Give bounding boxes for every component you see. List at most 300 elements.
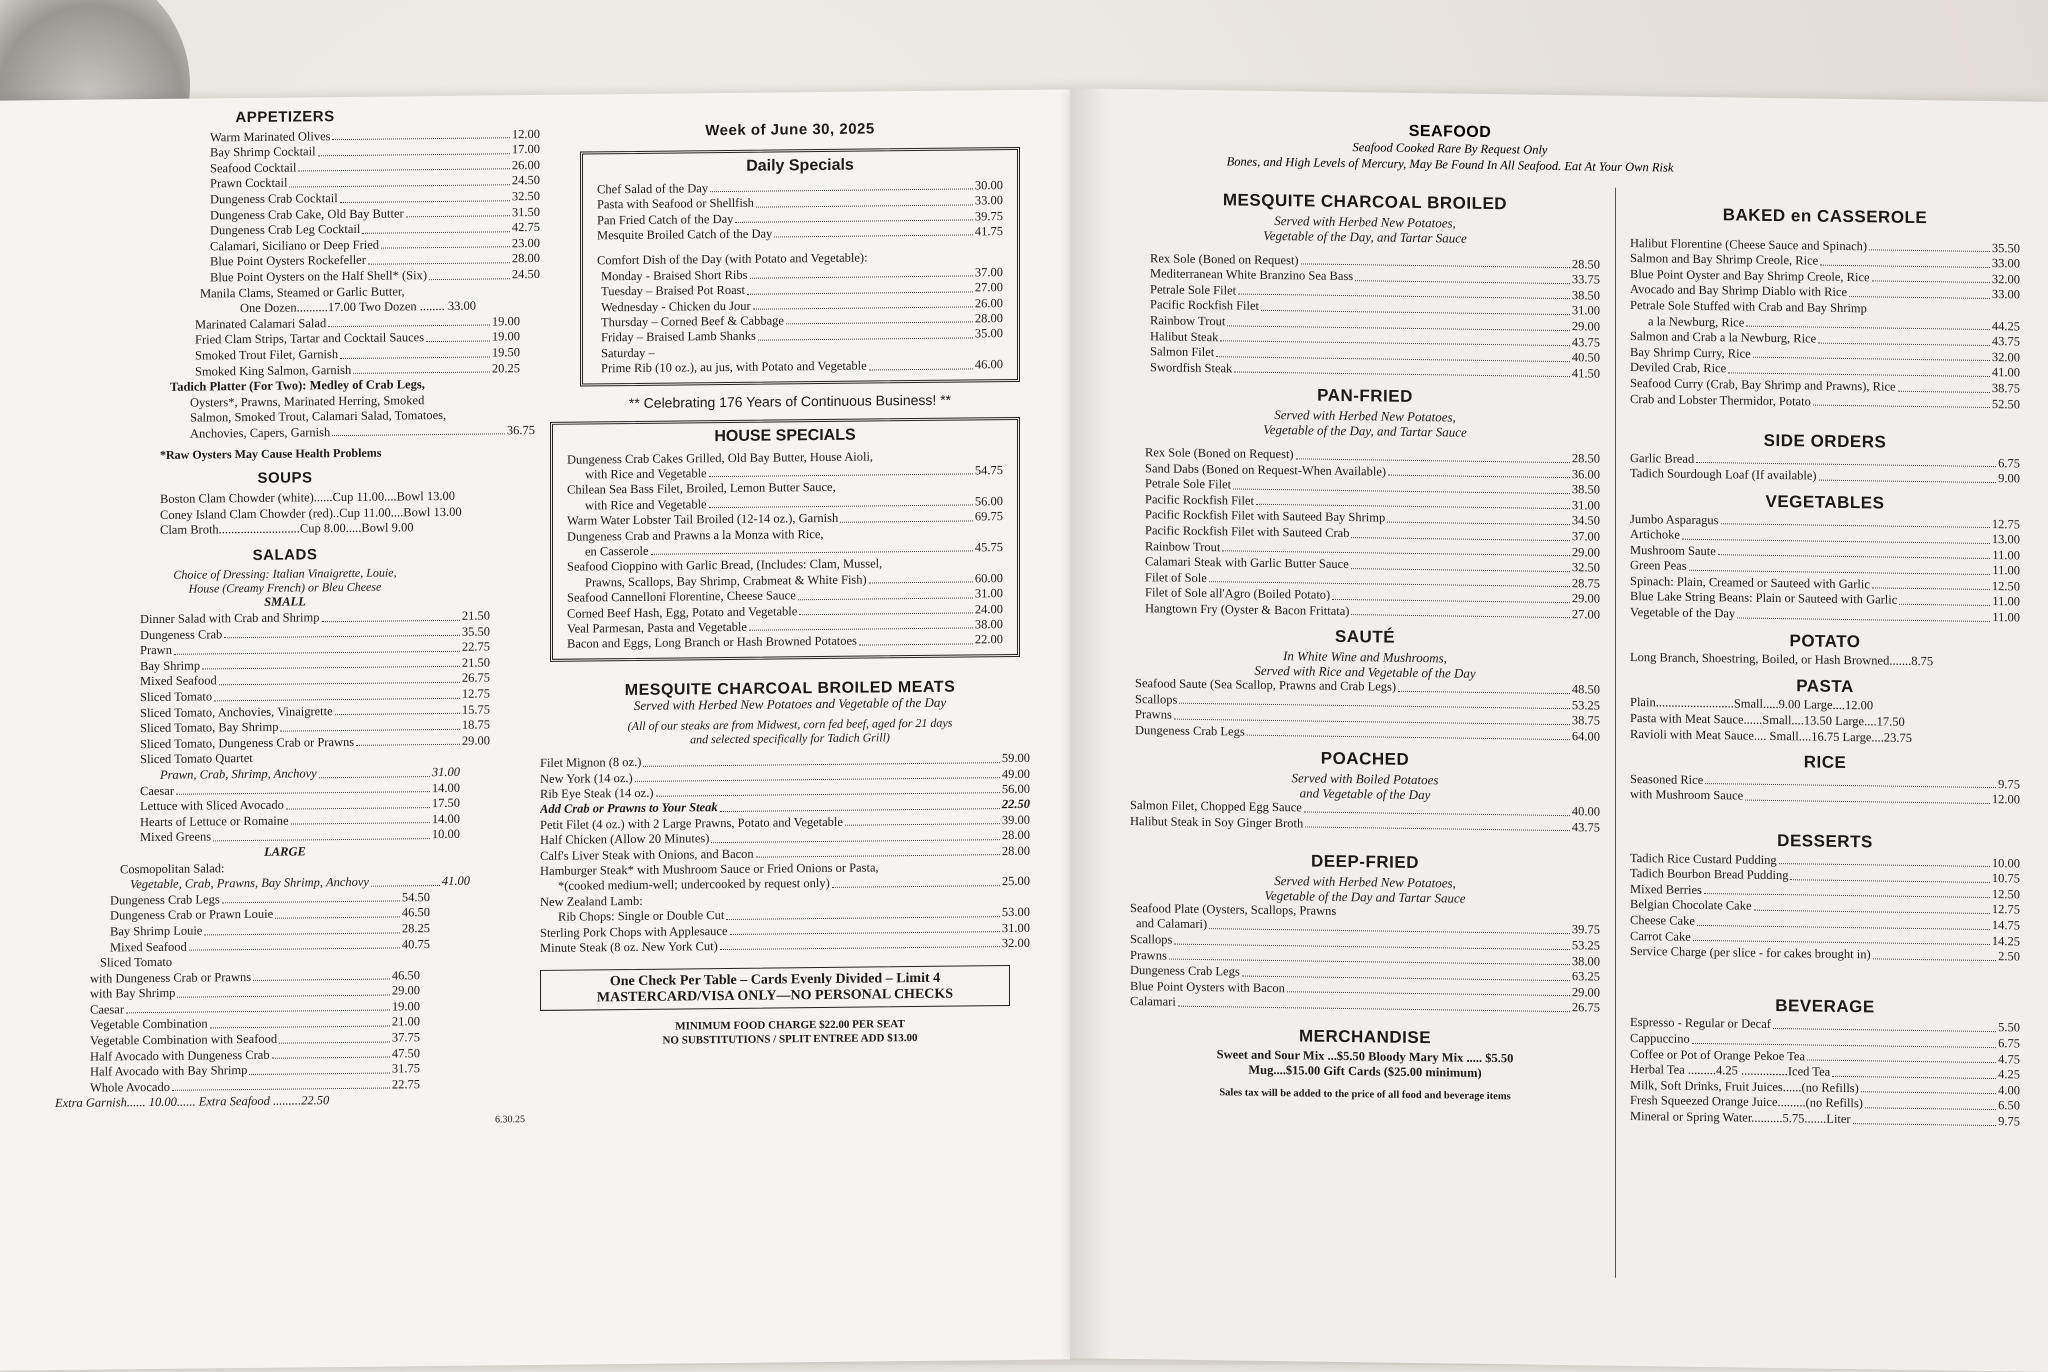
casserole-list (1630, 236, 2020, 413)
salad-item-name: Caesar (90, 1002, 125, 1017)
dessert-item-name: Carrot Cake (1630, 928, 1691, 944)
dot-leader (869, 571, 973, 583)
vegetable-item-name: Spinach: Plain, Creamed or Sauteed with Garlic (1630, 573, 1870, 592)
salad-item-price: 21.00 (391, 1014, 420, 1029)
soup-item: Clam Broth..........................Cup 8.00.....Bowl 9.00 (160, 520, 414, 538)
dot-leader (859, 633, 973, 646)
appetizer-item-price: 19.00 (491, 329, 520, 344)
dot-leader (298, 158, 509, 172)
saute-item-name: Seafood Saute (Sea Scallop, Prawns and Crab Legs) (1135, 676, 1397, 694)
house-special-item-price: 22.00 (974, 632, 1003, 647)
dot-leader (1351, 526, 1569, 541)
prime-rib: Prime Rib (10 oz.), au jus, with Potato and Vegetable 46.00 (601, 357, 1003, 376)
salad-item-price: 29.00 (391, 983, 420, 998)
panfried-item-price: 34.50 (1571, 513, 1600, 528)
dot-leader (1355, 269, 1570, 284)
saute-title: SAUTÉ (1334, 627, 1396, 648)
vegetable-item-name: Jumbo Asparagus (1630, 511, 1719, 527)
appetizer-item-name: Blue Point Oysters on the Half Shell* (Six) (210, 268, 427, 285)
side-order-item-price: 6.75 (1998, 455, 2020, 471)
casserole-title: BAKED en CASSEROLE (1722, 205, 1928, 228)
house-special-item-name: Warm Water Lobster Tail Broiled (12-14 oz.), Garnish (567, 510, 839, 528)
dessert-item-price: 14.75 (1991, 918, 2020, 933)
dot-leader (753, 296, 973, 310)
deepfried-item-price: 38.00 (1571, 953, 1600, 969)
house-special-item-name: Veal Parmesan, Pasta and Vegetable (567, 619, 747, 636)
panfried-item-name: Filet of Sole (1145, 569, 1207, 585)
dot-leader (189, 937, 400, 951)
saute-sub2: Served with Rice and Vegetable of the Day (1254, 662, 1476, 681)
appetizer-item-name: Prawn Cocktail (210, 175, 288, 191)
appetizer-item-price: 12.00 (511, 126, 540, 141)
celebration-banner: ** Celebrating 176 Years of Continuous Business! ** (628, 391, 952, 411)
dessert-item-price: 10.75 (1991, 871, 2020, 886)
dot-leader (249, 1062, 389, 1075)
soups-title: SOUPS (257, 469, 313, 488)
appetizers-list-2 (30, 314, 540, 382)
dot-leader (253, 968, 390, 981)
dot-leader (1899, 593, 1990, 606)
dot-leader (1351, 557, 1570, 572)
panfried-item-price: 29.00 (1571, 544, 1600, 560)
dot-leader (1849, 285, 1990, 299)
dot-leader (1737, 607, 1990, 622)
raw-oysters-warning: *Raw Oysters May Cause Health Problems (160, 446, 382, 463)
dot-leader (176, 781, 430, 795)
dot-leader (204, 921, 400, 935)
dot-leader (1745, 789, 1990, 804)
saute-sub1: In White Wine and Mushrooms, (1283, 648, 1447, 666)
meat-item-name: Calf's Liver Steak with Onions, and Bacon (540, 846, 754, 863)
beverage-item-name: Fresh Squeezed Orange Juice.........(no Refills) (1630, 1093, 1863, 1111)
dot-leader (1872, 270, 1990, 283)
vegetable-item-price: 11.00 (1992, 563, 2020, 578)
dot-leader (1818, 332, 1990, 346)
comfort-dish-list (597, 265, 1003, 346)
pasta-item: Plain.........................Small.....9.00 Large....12.00 (1630, 695, 1874, 713)
casserole-item-name: a la Newburg, Rice (1648, 313, 1745, 330)
vegetable-item-price: 12.50 (1991, 578, 2020, 594)
casserole-item-name: Salmon and Crab a la Newburg, Rice (1630, 329, 1817, 346)
deepfried-sub2: Vegetable of the Day and Tartar Sauce (1264, 887, 1466, 906)
center-column (540, 120, 1040, 1050)
dot-leader (1869, 239, 1990, 252)
salad-item-name: Mixed Seafood (110, 939, 187, 954)
panfried-list (1130, 445, 1600, 623)
dot-leader (1807, 1049, 1996, 1063)
panfried-item-name: Rex Sole (Boned on Request) (1145, 445, 1294, 462)
small-salads-list (30, 608, 540, 754)
beverage-title: BEVERAGE (1775, 995, 1875, 1017)
vegetable-item-price: 11.00 (1992, 594, 2020, 609)
salad-item-name: Sliced Tomato, Dungeness Crab or Prawns (140, 734, 355, 751)
vegetable-item-name: Blue Lake String Beans: Plain or Sauteed with Garlic (1630, 589, 1898, 608)
meat-item-name: Hamburger Steak* with Mushroom Sauce or Fried Onions or Pasta, (540, 860, 879, 878)
panfried-item-name: Pacific Rockfish Filet with Sauteed Crab (1145, 523, 1350, 540)
dot-leader (406, 205, 510, 218)
dot-leader (291, 812, 430, 825)
meat-item-name: Sterling Pork Chops with Applesauce (540, 923, 728, 940)
steak-note-2: and selected specifically for Tadich Grill) (690, 730, 890, 747)
casserole-item-name: Seafood Curry (Crab, Bay Shrimp and Prawns), Rice (1630, 375, 1896, 394)
casserole-item-name: Bay Shrimp Curry, Rice (1630, 344, 1751, 361)
salad-item-price: 40.75 (401, 936, 430, 951)
appetizer-item-price: 24.50 (511, 173, 540, 188)
payment-policy-box (540, 965, 1010, 1011)
dot-leader (429, 267, 510, 279)
dessert-item-name: Mixed Berries (1630, 881, 1702, 897)
mesquite-item-price: 33.75 (1571, 272, 1600, 287)
manila-clams-prices: One Dozen..........17.00 Two Dozen ........ 33.00 (240, 298, 477, 316)
house-special-item-price: 45.75 (974, 540, 1003, 555)
meat-item-price: 28.00 (1001, 828, 1030, 843)
dot-leader (1351, 604, 1569, 619)
dot-leader (756, 194, 973, 208)
dot-leader (786, 311, 973, 324)
pasta-item: Pasta with Meat Sauce......Small....13.50 Large....17.50 (1630, 711, 1905, 729)
casserole-item-price: 32.00 (1991, 349, 2020, 365)
meat-item-name: Add Crab or Prawns to Your Steak (540, 800, 718, 817)
left-column (30, 105, 540, 1132)
meat-item-price: 31.00 (1001, 920, 1030, 935)
dressing-choice: Choice of Dressing: Italian Vinaigrette, Louie, (173, 565, 397, 583)
salad-item-name: Mixed Greens (140, 829, 212, 845)
dot-leader (210, 1015, 390, 1028)
poached-sub1: Served with Boiled Potatoes (1291, 770, 1439, 788)
appetizer-item-name: Blue Point Oysters Rockefeller (210, 253, 366, 269)
appetizer-item-name: Seafood Cocktail (210, 160, 297, 176)
salad-item-price: 18.75 (461, 717, 490, 732)
merchandise-title: MERCHANDISE (1298, 1026, 1432, 1048)
merchandise-line1: Sweet and Sour Mix ...$5.50 Bloody Mary Mix ..... $5.50 (1216, 1046, 1514, 1065)
meat-item-name: Rib Chops: Single or Double Cut (558, 908, 725, 925)
meats-title: MESQUITE CHARCOAL BROILED MEATS (624, 678, 956, 699)
salad-item-price: 10.00 (431, 827, 460, 842)
dot-leader (1746, 315, 1990, 330)
dot-leader (1718, 544, 1991, 559)
mesquite-sub2: Vegetable of the Day, and Tartar Sauce (1263, 227, 1467, 246)
house-specials-title: HOUSE SPECIALS (714, 426, 856, 446)
column-divider (1615, 188, 1616, 1278)
dessert-item-price: 12.75 (1991, 902, 2020, 917)
deepfried-item-price: 53.25 (1571, 938, 1600, 953)
dot-leader (1820, 254, 1990, 268)
vegetable-item-name: Artichoke (1630, 527, 1680, 542)
panfried-item-price: 27.00 (1571, 607, 1600, 622)
appetizer-item-name: Calamari, Siciliano or Deep Fried (210, 237, 380, 254)
salad-item-name: Sliced Tomato (140, 689, 213, 705)
dot-leader (1301, 253, 1570, 268)
appetizer-item-price: 20.25 (491, 360, 520, 375)
meat-item-name: *(cooked medium-well; undercooked by request only) (558, 876, 830, 894)
menu-left-page (0, 89, 1070, 1370)
tadich-platter: Tadich Platter (For Two): Medley of Crab Legs, (170, 377, 425, 394)
appetizer-item-price: 31.50 (511, 204, 540, 219)
meat-item-name: Half Chicken (Allow 20 Minutes) (540, 831, 710, 848)
appetizer-item-name: Warm Marinated Olives (210, 128, 331, 144)
mesquite-title: MESQUITE CHARCOAL BROILED (1222, 190, 1508, 214)
quartet-detail: Prawn, Crab, Shrimp, Anchovy 31.00 (160, 764, 460, 782)
seafood-column (1130, 181, 1600, 1105)
meat-item-name: Filet Mignon (8 oz.) (540, 755, 642, 771)
dessert-item-name: Belgian Chocolate Cake (1630, 897, 1752, 914)
salad-item-price: 22.75 (461, 639, 490, 654)
beverage-item-name: Cappuccino (1630, 1030, 1690, 1046)
meat-item-price: 28.00 (1001, 843, 1030, 858)
panfried-item-name: Pacific Rockfish Filet with Sauteed Bay Shrimp (1145, 507, 1386, 525)
house-special-item-name: Bacon and Eggs, Long Branch or Hash Browned Potatoes (567, 634, 857, 652)
vegetables-title: VEGETABLES (1765, 491, 1885, 513)
house-specials-box (550, 417, 1020, 662)
salad-item-price: 21.50 (461, 655, 490, 670)
dot-leader (774, 224, 973, 237)
meat-item-name: New York (14 oz.) (540, 770, 633, 786)
house-special-item-name: Dungeness Crab Cakes Grilled, Old Bay Butter, House Aioli, (567, 448, 874, 467)
dot-leader (750, 265, 973, 279)
beverage-item-name: Mineral or Spring Water..........5.75.......Liter (1630, 1108, 1851, 1126)
tadich-platter-line2: Oysters*, Prawns, Marinated Herring, Smoked (190, 392, 425, 410)
dot-leader (635, 767, 1000, 782)
side-orders-list (1630, 451, 2020, 488)
saute-item-name: Dungeness Crab Legs (1135, 722, 1245, 739)
dot-leader (1754, 899, 1990, 914)
dot-leader (1728, 362, 1990, 377)
dot-leader (275, 906, 400, 919)
salad-item-price: 14.00 (431, 780, 460, 795)
salad-item-price: 47.50 (391, 1045, 420, 1061)
dot-leader (289, 174, 509, 188)
salad-item-name: Mixed Seafood (140, 673, 217, 689)
merchandise-line2: Mug....$15.00 Gift Cards ($25.00 minimum) (1248, 1062, 1482, 1081)
dot-leader (1861, 1081, 1996, 1094)
beverage-item-name: Milk, Soft Drinks, Fruit Juices......(no Refills) (1630, 1077, 1859, 1095)
appetizer-item-name: Fried Clam Strips, Tartar and Cocktail Sauces (195, 330, 425, 347)
mesquite-item-name: Halibut Steak (1150, 328, 1219, 344)
mesquite-item-price: 40.50 (1571, 350, 1600, 365)
panfried-title: PAN-FRIED (1317, 385, 1413, 407)
house-special-item-name: en Casserole (585, 543, 649, 559)
beverage-item-name: Espresso - Regular or Decaf (1630, 1015, 1771, 1032)
dot-leader (651, 540, 973, 555)
salad-item-price: 31.75 (391, 1061, 420, 1076)
dot-leader (335, 702, 460, 715)
beverage-item-price: 4.00 (1998, 1082, 2020, 1098)
sliced-tomato: Sliced Tomato (100, 954, 173, 970)
panfried-item-name: Sand Dabs (Boned on Request-When Available) (1145, 460, 1387, 479)
salad-item-name: Dinner Salad with Crab and Shrimp (140, 610, 320, 627)
rice-item-price: 9.75 (1998, 776, 2020, 792)
appetizer-item-price: 23.00 (511, 235, 540, 250)
salad-item-name: Vegetable Combination with Seafood (90, 1031, 278, 1048)
dot-leader (340, 189, 510, 202)
salad-item-price: 17.50 (431, 795, 460, 811)
house-special-item-price: 38.00 (974, 617, 1003, 632)
dot-leader (1696, 452, 1996, 468)
dot-leader (426, 330, 490, 342)
panfried-sub2: Vegetable of the Day, and Tartar Sauce (1263, 421, 1467, 440)
seafood-warning: Bones, and High Levels of Mercury, May Be Found In All Seafood. Eat At Your Own Risk (1226, 154, 1674, 175)
deepfried-item-name: Blue Point Oysters with Bacon (1130, 978, 1285, 995)
salads-title: SALADS (252, 546, 318, 564)
rice-item-name: with Mushroom Sauce (1630, 787, 1744, 803)
house-special-item-price: 60.00 (974, 570, 1003, 586)
salad-item-price: 54.50 (401, 889, 430, 905)
appetizers-list (30, 127, 540, 288)
panfried-item-price: 32.50 (1571, 560, 1600, 575)
mesquite-list (1130, 251, 1600, 382)
dessert-item-name: Cheese Cake (1630, 912, 1695, 928)
dot-leader (709, 463, 973, 477)
mesquite-item-price: 28.50 (1571, 256, 1600, 272)
poached-list (1130, 798, 1600, 836)
house-specials-list (567, 448, 1003, 653)
dot-leader (1832, 1065, 1996, 1079)
small-salads-title: SMALL (264, 594, 306, 610)
mesquite-item-price: 38.50 (1571, 287, 1600, 303)
panfried-item-name: Pacific Rockfish Filet (1145, 491, 1255, 508)
dot-leader (1819, 469, 1997, 483)
deepfried-item-name: Scallops (1130, 932, 1173, 947)
house-special-item-name: Chilean Sea Bass Filet, Broiled, Lemon Butter Sauce, (567, 480, 836, 497)
daily-special-item-name: Pan Fried Catch of the Day (597, 211, 734, 227)
dot-leader (1865, 1097, 1996, 1110)
panfried-item-price: 29.00 (1571, 591, 1600, 606)
salad-item-name: Dungeness Crab or Prawn Louie (110, 907, 274, 923)
deepfried-item-price: 26.75 (1571, 1000, 1600, 1015)
deepfried-title: DEEP-FRIED (1311, 851, 1419, 873)
salad-item-price: 29.00 (461, 733, 490, 748)
dot-leader (328, 314, 490, 327)
casserole-item-price: 38.75 (1991, 380, 2020, 396)
vegetable-item-price: 12.75 (1991, 516, 2020, 531)
panfried-item-name: Rainbow Trout (1145, 538, 1221, 554)
panfried-item-price: 28.50 (1571, 451, 1600, 466)
mesquite-item-price: 29.00 (1571, 319, 1600, 334)
payment-policy-line1: One Check Per Table – Cards Evenly Divided – Limit 4 (609, 971, 941, 990)
dot-leader (172, 1077, 390, 1091)
saute-item-price: 38.75 (1571, 713, 1600, 728)
house-special-item (567, 632, 1003, 652)
salad-item-name: Bay Shrimp (140, 658, 201, 673)
dot-leader (1779, 853, 1990, 868)
salad-item-price: 19.00 (391, 999, 420, 1014)
beverage-item-price: 4.25 (1998, 1067, 2020, 1082)
salad-item-name: Whole Avocado (90, 1079, 170, 1095)
dot-leader (726, 905, 1000, 919)
vegetable-item-name: Green Peas (1630, 558, 1687, 574)
pasta-item: Ravioli with Meat Sauce.... Small....16.75 Large....23.75 (1630, 726, 1913, 745)
panfried-item-name: Filet of Sole all'Agro (Boiled Potato) (1145, 585, 1331, 603)
rice-item-price: 12.00 (1991, 792, 2020, 807)
mesquite-item-name: Petrale Sole Filet (1150, 282, 1237, 298)
meat-item-name: New Zealand Lamb: (540, 893, 643, 909)
daily-special-item-name: Chef Salad of the Day (597, 180, 709, 197)
beverage-item-name: Herbal Tea .........4.25 ...............Iced Tea (1630, 1062, 1831, 1079)
dot-leader (711, 828, 999, 842)
daily-special-item-price: 33.00 (974, 193, 1003, 208)
menu (0, 95, 2048, 1365)
dot-leader (219, 671, 460, 685)
dot-leader (362, 220, 510, 233)
seafood-plate-2: and Calamari) 39.75 (1136, 916, 1600, 937)
dot-leader (318, 142, 510, 156)
dot-leader (1332, 588, 1570, 603)
salad-item-price: 26.75 (461, 670, 490, 686)
dot-leader (174, 640, 460, 655)
appetizers-title: APPETIZERS (235, 108, 335, 127)
meat-item-name: Rib Eye Steak (14 oz.) (540, 785, 654, 801)
salad-item-price: 37.75 (391, 1030, 420, 1045)
menu-right-page (1070, 88, 2048, 1372)
casserole-item-price: 44.25 (1991, 318, 2020, 333)
saute-item-name: Scallops (1135, 691, 1178, 707)
daily-special-item-price: 39.75 (974, 208, 1003, 224)
desserts-title: DESSERTS (1777, 831, 1873, 852)
salad-item-name: Lettuce with Sliced Avocado (140, 797, 284, 814)
dot-leader (1398, 680, 1570, 694)
dot-leader (1305, 816, 1570, 831)
casserole-item-price: 32.00 (1991, 271, 2020, 287)
panfried-item-price: 28.75 (1571, 575, 1600, 591)
dot-leader (709, 494, 973, 508)
appetizer-item-name: Marinated Calamari Salad (195, 315, 327, 332)
dot-leader (381, 236, 510, 249)
rice-title: RICE (1803, 752, 1847, 773)
potato-line: Long Branch, Shoestring, Boiled, or Hash Browned.......8.75 (1630, 650, 1934, 669)
poached-sub2: and Vegetable of the Day (1299, 785, 1431, 803)
vegetables-list (1630, 511, 2020, 626)
seafood-plate: Seafood Plate (Oysters, Scallops, Prawns (1130, 900, 1337, 918)
salad-item-price: 46.50 (391, 967, 420, 983)
dot-leader (213, 827, 430, 841)
salad-item-name: Half Avocado with Bay Shrimp (90, 1063, 248, 1079)
potato-title: POTATO (1789, 630, 1861, 651)
panfried-item-name: Hangtown Fry (Oyster & Bacon Frittata) (1145, 601, 1350, 618)
dot-leader (1388, 464, 1570, 478)
dot-leader (332, 127, 509, 140)
deepfried-item-name: Calamari (1130, 994, 1176, 1010)
payment-policy-line2: MASTERCARD/VISA ONLY—NO PERSONAL CHECKS (596, 986, 954, 1006)
dot-leader (280, 718, 459, 731)
saute-item-price: 64.00 (1571, 729, 1600, 744)
sliced-tomato-quartet: Sliced Tomato Quartet (140, 751, 253, 767)
daily-specials-title: Daily Specials (746, 157, 854, 176)
meat-item-price: 53.00 (1001, 905, 1030, 920)
dot-leader (1705, 773, 1996, 789)
comfort-item-name: Friday – Braised Lamb Shanks (601, 329, 756, 345)
dot-leader (1773, 1017, 1996, 1032)
house-special-item-price: 24.00 (974, 601, 1003, 616)
steak-note: (All of our steaks are from Midwest, corn fed beef, aged for 21 days (627, 715, 953, 734)
extra-garnish: Extra Garnish...... 10.00...... Extra Seafood .........22.50 (55, 1093, 330, 1111)
dot-leader (224, 624, 460, 638)
seafood-title: SEAFOOD (1408, 122, 1492, 142)
footer-code: 6.30.25 (495, 1114, 525, 1126)
side-orders-title: SIDE ORDERS (1763, 430, 1887, 452)
dessert-item-name: Service Charge (per slice - for cakes brought in) (1630, 944, 1871, 962)
dessert-item-price: 12.50 (1991, 886, 2020, 902)
dot-leader (1790, 868, 1989, 882)
dessert-item-price: 2.50 (1998, 949, 2020, 964)
large-salads-list (30, 889, 540, 957)
large-salads-list-2 (30, 967, 540, 1097)
dot-leader (758, 327, 973, 341)
appetizer-item-price: 32.50 (511, 188, 540, 204)
salad-item-price: 14.00 (431, 811, 460, 826)
panfried-item-name: Calamari Steak with Garlic Butter Sauce (1145, 554, 1349, 572)
small-salads-list-2 (30, 780, 540, 848)
casserole-item-price: 52.50 (1991, 396, 2020, 411)
